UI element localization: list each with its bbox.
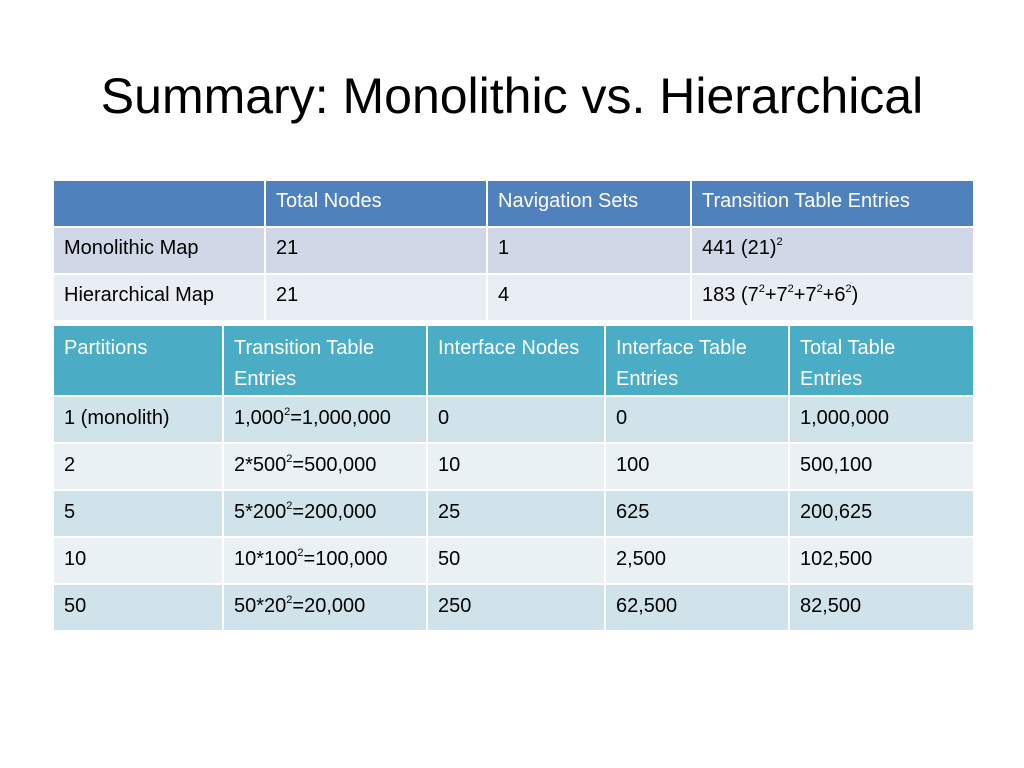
- value-base: 2*500: [234, 454, 287, 476]
- interface-nodes-cell: 250: [427, 584, 605, 631]
- table-row: [53, 274, 974, 321]
- partitions-cell: 2: [53, 443, 223, 490]
- term-sep: +: [822, 284, 835, 306]
- exponent: 2: [286, 500, 293, 513]
- value-rest: =500,000: [292, 454, 377, 476]
- value-rest: =100,000: [303, 548, 388, 570]
- interface-entries-cell: 0: [605, 396, 789, 443]
- header-total-table-entries: Total Table Entries: [789, 325, 974, 396]
- table-row: [53, 227, 974, 274]
- interface-nodes-cell: 0: [427, 396, 605, 443]
- row-label: Monolithic Map: [53, 227, 265, 274]
- interface-entries-cell: 625: [605, 490, 789, 537]
- header-transition-table-entries: Transition Table Entries: [223, 325, 427, 396]
- interface-entries-cell: 2,500: [605, 537, 789, 584]
- navigation-sets-cell: 1: [487, 227, 691, 274]
- row-label: Hierarchical Map: [53, 274, 265, 321]
- transition-entries-cell: [691, 227, 974, 274]
- value-base: 5*200: [234, 501, 287, 523]
- interface-nodes-cell: 50: [427, 537, 605, 584]
- total-entries-cell: 102,500: [789, 537, 974, 584]
- exponent: 2: [284, 406, 291, 419]
- navigation-sets-cell: 4: [487, 274, 691, 321]
- value-rest: =1,000,000: [290, 407, 391, 429]
- interface-entries-cell: 100: [605, 443, 789, 490]
- total-entries-cell: 1,000,000: [789, 396, 974, 443]
- exponent: 2: [845, 283, 852, 296]
- transition-entries-cell: [223, 396, 427, 443]
- exponent: 2: [758, 283, 765, 296]
- transition-entries-cell: [691, 274, 974, 321]
- value-prefix: 183 (: [702, 284, 748, 306]
- partitions-cell: 1 (monolith): [53, 396, 223, 443]
- header-navigation-sets: Navigation Sets: [487, 180, 691, 227]
- term-base: 7: [805, 284, 817, 306]
- value-base: 50*20: [234, 595, 287, 617]
- summary-table-maps: [52, 179, 975, 322]
- value-base: 441 (21): [702, 237, 777, 259]
- value-base: 10*100: [234, 548, 298, 570]
- interface-nodes-cell: 10: [427, 443, 605, 490]
- header-interface-nodes: Interface Nodes: [427, 325, 605, 396]
- header-transition-table-entries: Transition Table Entries: [691, 180, 974, 227]
- total-entries-cell: 200,625: [789, 490, 974, 537]
- total-nodes-cell: 21: [265, 227, 487, 274]
- term-base: 7: [776, 284, 788, 306]
- table-row: [53, 396, 974, 443]
- partitions-cell: 50: [53, 584, 223, 631]
- table-header-row: [53, 180, 974, 227]
- transition-entries-cell: [223, 443, 427, 490]
- value-rest: =20,000: [292, 595, 366, 617]
- table-header-row: [53, 325, 974, 396]
- total-entries-cell: 500,100: [789, 443, 974, 490]
- table-row: [53, 443, 974, 490]
- term-sep: +: [793, 284, 806, 306]
- interface-entries-cell: 62,500: [605, 584, 789, 631]
- header-interface-table-entries: Interface Table Entries: [605, 325, 789, 396]
- exponent: 2: [816, 283, 823, 296]
- header-partitions: Partitions: [53, 325, 223, 396]
- transition-entries-cell: [223, 584, 427, 631]
- total-nodes-cell: 21: [265, 274, 487, 321]
- partitions-cell: 10: [53, 537, 223, 584]
- term-base: 6: [834, 284, 846, 306]
- table-row: [53, 537, 974, 584]
- table-row: [53, 490, 974, 537]
- exponent: 2: [776, 236, 783, 249]
- table-row: [53, 584, 974, 631]
- value-rest: =200,000: [292, 501, 377, 523]
- transition-entries-cell: [223, 537, 427, 584]
- value-suffix: ): [851, 284, 859, 306]
- partitions-table: [52, 324, 975, 632]
- exponent: 2: [286, 453, 293, 466]
- exponent: 2: [286, 594, 293, 607]
- transition-entries-cell: [223, 490, 427, 537]
- term-sep: +: [764, 284, 777, 306]
- exponent: 2: [787, 283, 794, 296]
- slide-title: Summary: Monolithic vs. Hierarchical: [100, 68, 924, 124]
- value-base: 1,000: [234, 407, 285, 429]
- interface-nodes-cell: 25: [427, 490, 605, 537]
- partitions-cell: 5: [53, 490, 223, 537]
- exponent: 2: [297, 547, 304, 560]
- header-cell-empty: [53, 180, 265, 227]
- header-total-nodes: Total Nodes: [265, 180, 487, 227]
- term-base: 7: [747, 284, 759, 306]
- total-entries-cell: 82,500: [789, 584, 974, 631]
